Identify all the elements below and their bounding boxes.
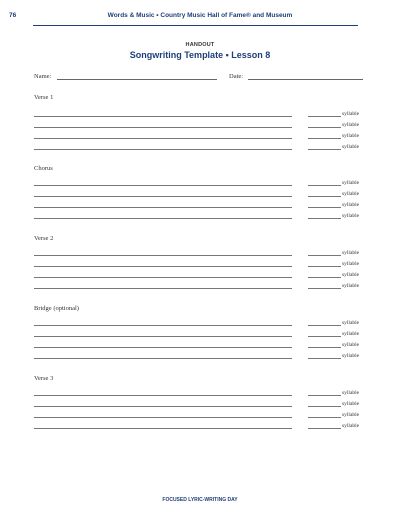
lyric-row — [0, 144, 400, 159]
lyric-row — [0, 261, 400, 276]
lyric-line[interactable] — [34, 255, 292, 256]
syllable-count-field[interactable] — [308, 207, 341, 208]
lyric-line[interactable] — [34, 428, 292, 429]
lyric-row — [0, 342, 400, 357]
page-footer: FOCUSED LYRIC-WRITING DAY — [162, 497, 238, 503]
lyric-row — [0, 423, 400, 438]
syllable-count-field[interactable] — [308, 325, 341, 326]
lyric-row — [0, 283, 400, 298]
lyric-row — [0, 213, 400, 228]
lyric-line[interactable] — [34, 325, 292, 326]
lyric-line[interactable] — [34, 218, 292, 219]
syllable-count-field[interactable] — [308, 406, 341, 407]
date-label: Date: — [229, 73, 244, 80]
lyric-line[interactable] — [34, 138, 292, 139]
lyric-line[interactable] — [34, 406, 292, 407]
section-label: Chorus — [34, 165, 53, 172]
syllable-label: syllable — [342, 191, 360, 197]
syllable-label: syllable — [342, 342, 360, 348]
lyric-row — [0, 401, 400, 416]
syllable-count-field[interactable] — [308, 185, 341, 186]
lyric-row — [0, 353, 400, 368]
page-header — [0, 0, 400, 26]
lyric-row — [0, 412, 400, 427]
syllable-label: syllable — [342, 111, 360, 117]
syllable-count-field[interactable] — [308, 266, 341, 267]
syllable-label: syllable — [342, 272, 360, 278]
syllable-count-field[interactable] — [308, 347, 341, 348]
syllable-label: syllable — [342, 320, 360, 326]
syllable-label: syllable — [342, 423, 360, 429]
lyric-row — [0, 180, 400, 195]
syllable-label: syllable — [342, 250, 360, 256]
lyric-row — [0, 272, 400, 287]
handout-kicker: HANDOUT — [185, 42, 215, 48]
syllable-label: syllable — [342, 133, 360, 139]
lyric-row — [0, 191, 400, 206]
syllable-label: syllable — [342, 144, 360, 150]
syllable-label: syllable — [342, 390, 360, 396]
lyric-line[interactable] — [34, 277, 292, 278]
page-number: 76 — [9, 12, 17, 19]
syllable-count-field[interactable] — [308, 358, 341, 359]
syllable-label: syllable — [342, 412, 360, 418]
lyric-line[interactable] — [34, 266, 292, 267]
syllable-label: syllable — [342, 283, 360, 289]
section-label: Verse 2 — [34, 235, 54, 242]
syllable-label: syllable — [342, 331, 360, 337]
lyric-row — [0, 250, 400, 265]
section-label: Verse 1 — [34, 94, 54, 101]
lyric-line[interactable] — [34, 347, 292, 348]
syllable-label: syllable — [342, 180, 360, 186]
lyric-line[interactable] — [34, 196, 292, 197]
lyric-line[interactable] — [34, 149, 292, 150]
syllable-label: syllable — [342, 401, 360, 407]
name-label: Name: — [34, 73, 52, 80]
lyric-row — [0, 390, 400, 405]
lyric-line[interactable] — [34, 336, 292, 337]
lyric-line[interactable] — [34, 207, 292, 208]
syllable-count-field[interactable] — [308, 116, 341, 117]
syllable-count-field[interactable] — [308, 149, 341, 150]
lyric-row — [0, 331, 400, 346]
header-rule — [33, 25, 358, 26]
syllable-label: syllable — [342, 122, 360, 128]
syllable-count-field[interactable] — [308, 395, 341, 396]
syllable-count-field[interactable] — [308, 255, 341, 256]
syllable-label: syllable — [342, 353, 360, 359]
syllable-count-field[interactable] — [308, 127, 341, 128]
header-title: Words & Music • Country Music Hall of Fame® and Museum — [107, 12, 293, 19]
section-label: Bridge (optional) — [34, 305, 79, 312]
lyric-line[interactable] — [34, 288, 292, 289]
lyric-row — [0, 111, 400, 126]
syllable-count-field[interactable] — [308, 218, 341, 219]
lyric-line[interactable] — [34, 116, 292, 117]
lyric-row — [0, 133, 400, 148]
lyric-row — [0, 202, 400, 217]
date-field[interactable] — [248, 79, 363, 80]
syllable-label: syllable — [342, 202, 360, 208]
syllable-count-field[interactable] — [308, 277, 341, 278]
lyric-line[interactable] — [34, 185, 292, 186]
lyric-line[interactable] — [34, 417, 292, 418]
syllable-label: syllable — [342, 261, 360, 267]
lyric-row — [0, 122, 400, 137]
lyric-line[interactable] — [34, 358, 292, 359]
syllable-count-field[interactable] — [308, 196, 341, 197]
page-title: Songwriting Template • Lesson 8 — [129, 50, 271, 60]
lyric-row — [0, 320, 400, 335]
section-label: Verse 3 — [34, 375, 54, 382]
syllable-count-field[interactable] — [308, 288, 341, 289]
lyric-line[interactable] — [34, 127, 292, 128]
syllable-label: syllable — [342, 213, 360, 219]
syllable-count-field[interactable] — [308, 336, 341, 337]
name-field[interactable] — [57, 79, 217, 80]
syllable-count-field[interactable] — [308, 138, 341, 139]
syllable-count-field[interactable] — [308, 417, 341, 418]
syllable-count-field[interactable] — [308, 428, 341, 429]
lyric-line[interactable] — [34, 395, 292, 396]
